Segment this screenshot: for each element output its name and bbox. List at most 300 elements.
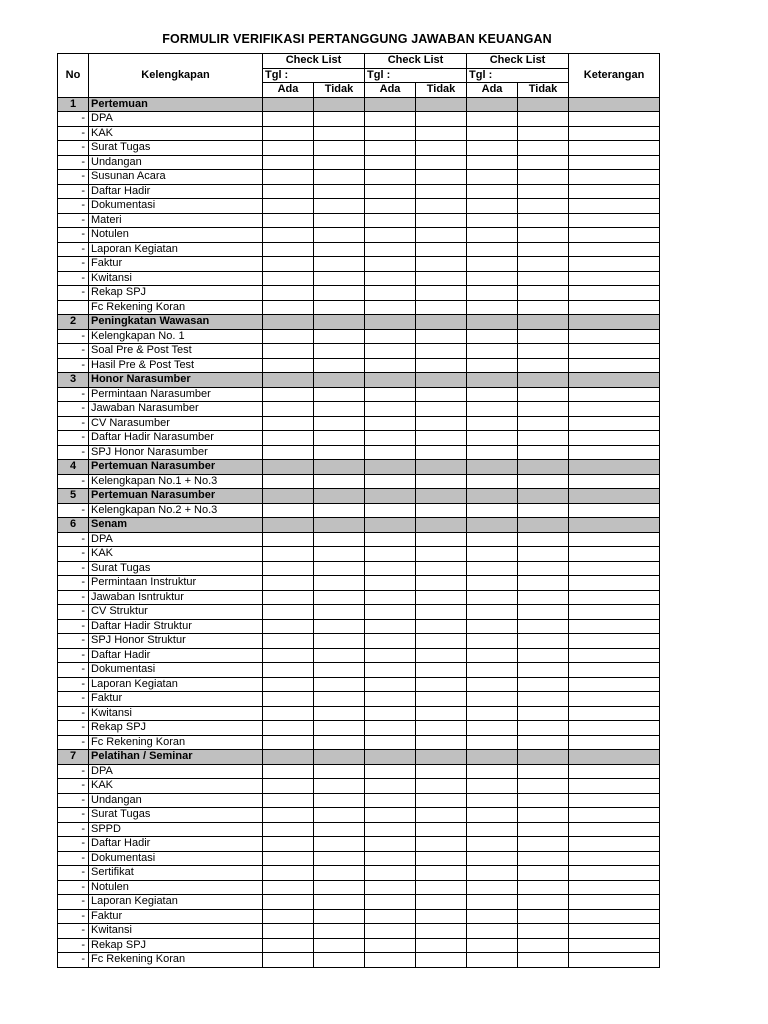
ada-1-cell[interactable] — [263, 721, 314, 736]
ada-3-cell[interactable] — [467, 286, 518, 301]
tidak-3-cell[interactable] — [518, 532, 569, 547]
ada-1-cell[interactable] — [263, 286, 314, 301]
tidak-3-cell[interactable] — [518, 242, 569, 257]
ada-3-cell[interactable] — [467, 97, 518, 112]
ada-2-cell[interactable] — [365, 822, 416, 837]
tidak-2-cell[interactable] — [416, 126, 467, 141]
ada-1-cell[interactable] — [263, 460, 314, 475]
keterangan-cell[interactable] — [569, 547, 660, 562]
tidak-2-cell[interactable] — [416, 909, 467, 924]
ada-1-cell[interactable] — [263, 329, 314, 344]
tidak-3-cell[interactable] — [518, 648, 569, 663]
tidak-1-cell[interactable] — [314, 663, 365, 678]
keterangan-cell[interactable] — [569, 706, 660, 721]
ada-3-cell[interactable] — [467, 532, 518, 547]
ada-3-cell[interactable] — [467, 663, 518, 678]
tidak-2-cell[interactable] — [416, 953, 467, 968]
ada-2-cell[interactable] — [365, 634, 416, 649]
ada-2-cell[interactable] — [365, 793, 416, 808]
tidak-3-cell[interactable] — [518, 373, 569, 388]
ada-1-cell[interactable] — [263, 590, 314, 605]
ada-2-cell[interactable] — [365, 184, 416, 199]
tidak-3-cell[interactable] — [518, 315, 569, 330]
ada-1-cell[interactable] — [263, 518, 314, 533]
ada-3-cell[interactable] — [467, 561, 518, 576]
tidak-2-cell[interactable] — [416, 808, 467, 823]
keterangan-cell[interactable] — [569, 112, 660, 127]
ada-3-cell[interactable] — [467, 634, 518, 649]
keterangan-cell[interactable] — [569, 561, 660, 576]
ada-2-cell[interactable] — [365, 416, 416, 431]
ada-1-cell[interactable] — [263, 953, 314, 968]
tidak-1-cell[interactable] — [314, 286, 365, 301]
tidak-1-cell[interactable] — [314, 706, 365, 721]
tidak-3-cell[interactable] — [518, 416, 569, 431]
keterangan-cell[interactable] — [569, 721, 660, 736]
keterangan-cell[interactable] — [569, 445, 660, 460]
keterangan-cell[interactable] — [569, 431, 660, 446]
ada-3-cell[interactable] — [467, 895, 518, 910]
keterangan-cell[interactable] — [569, 938, 660, 953]
ada-1-cell[interactable] — [263, 779, 314, 794]
ada-1-cell[interactable] — [263, 97, 314, 112]
tidak-3-cell[interactable] — [518, 141, 569, 156]
ada-2-cell[interactable] — [365, 387, 416, 402]
tidak-1-cell[interactable] — [314, 851, 365, 866]
tidak-3-cell[interactable] — [518, 344, 569, 359]
tidak-3-cell[interactable] — [518, 706, 569, 721]
ada-2-cell[interactable] — [365, 851, 416, 866]
ada-1-cell[interactable] — [263, 735, 314, 750]
tidak-1-cell[interactable] — [314, 358, 365, 373]
tidak-3-cell[interactable] — [518, 387, 569, 402]
ada-2-cell[interactable] — [365, 112, 416, 127]
tidak-2-cell[interactable] — [416, 431, 467, 446]
tidak-1-cell[interactable] — [314, 547, 365, 562]
ada-1-cell[interactable] — [263, 199, 314, 214]
ada-2-cell[interactable] — [365, 402, 416, 417]
tidak-3-cell[interactable] — [518, 938, 569, 953]
tidak-1-cell[interactable] — [314, 605, 365, 620]
tidak-3-cell[interactable] — [518, 605, 569, 620]
ada-3-cell[interactable] — [467, 358, 518, 373]
tidak-1-cell[interactable] — [314, 344, 365, 359]
keterangan-cell[interactable] — [569, 648, 660, 663]
tidak-1-cell[interactable] — [314, 735, 365, 750]
keterangan-cell[interactable] — [569, 373, 660, 388]
tidak-3-cell[interactable] — [518, 228, 569, 243]
keterangan-cell[interactable] — [569, 387, 660, 402]
ada-3-cell[interactable] — [467, 242, 518, 257]
tidak-2-cell[interactable] — [416, 924, 467, 939]
ada-3-cell[interactable] — [467, 851, 518, 866]
tidak-1-cell[interactable] — [314, 112, 365, 127]
ada-3-cell[interactable] — [467, 445, 518, 460]
tidak-2-cell[interactable] — [416, 344, 467, 359]
keterangan-cell[interactable] — [569, 532, 660, 547]
ada-1-cell[interactable] — [263, 373, 314, 388]
tidak-1-cell[interactable] — [314, 590, 365, 605]
tidak-2-cell[interactable] — [416, 735, 467, 750]
tidak-3-cell[interactable] — [518, 547, 569, 562]
ada-2-cell[interactable] — [365, 431, 416, 446]
ada-3-cell[interactable] — [467, 155, 518, 170]
ada-1-cell[interactable] — [263, 228, 314, 243]
ada-2-cell[interactable] — [365, 590, 416, 605]
keterangan-cell[interactable] — [569, 141, 660, 156]
ada-1-cell[interactable] — [263, 344, 314, 359]
ada-3-cell[interactable] — [467, 605, 518, 620]
tidak-1-cell[interactable] — [314, 257, 365, 272]
ada-2-cell[interactable] — [365, 808, 416, 823]
ada-1-cell[interactable] — [263, 242, 314, 257]
ada-2-cell[interactable] — [365, 576, 416, 591]
keterangan-cell[interactable] — [569, 634, 660, 649]
ada-3-cell[interactable] — [467, 750, 518, 765]
tidak-1-cell[interactable] — [314, 184, 365, 199]
tidak-1-cell[interactable] — [314, 213, 365, 228]
ada-2-cell[interactable] — [365, 779, 416, 794]
tidak-1-cell[interactable] — [314, 126, 365, 141]
ada-3-cell[interactable] — [467, 706, 518, 721]
ada-1-cell[interactable] — [263, 300, 314, 315]
tidak-1-cell[interactable] — [314, 880, 365, 895]
tidak-2-cell[interactable] — [416, 503, 467, 518]
ada-3-cell[interactable] — [467, 692, 518, 707]
ada-1-cell[interactable] — [263, 170, 314, 185]
tidak-1-cell[interactable] — [314, 387, 365, 402]
header-tgl-1[interactable]: Tgl : — [263, 68, 365, 83]
keterangan-cell[interactable] — [569, 677, 660, 692]
ada-3-cell[interactable] — [467, 112, 518, 127]
ada-3-cell[interactable] — [467, 344, 518, 359]
tidak-3-cell[interactable] — [518, 286, 569, 301]
keterangan-cell[interactable] — [569, 329, 660, 344]
ada-3-cell[interactable] — [467, 300, 518, 315]
ada-3-cell[interactable] — [467, 866, 518, 881]
keterangan-cell[interactable] — [569, 170, 660, 185]
tidak-1-cell[interactable] — [314, 895, 365, 910]
tidak-2-cell[interactable] — [416, 938, 467, 953]
tidak-2-cell[interactable] — [416, 576, 467, 591]
ada-2-cell[interactable] — [365, 909, 416, 924]
header-tgl-3[interactable]: Tgl : — [467, 68, 569, 83]
keterangan-cell[interactable] — [569, 837, 660, 852]
tidak-3-cell[interactable] — [518, 866, 569, 881]
ada-3-cell[interactable] — [467, 735, 518, 750]
tidak-1-cell[interactable] — [314, 489, 365, 504]
tidak-1-cell[interactable] — [314, 692, 365, 707]
tidak-1-cell[interactable] — [314, 242, 365, 257]
tidak-3-cell[interactable] — [518, 300, 569, 315]
ada-3-cell[interactable] — [467, 213, 518, 228]
tidak-1-cell[interactable] — [314, 793, 365, 808]
ada-2-cell[interactable] — [365, 329, 416, 344]
tidak-2-cell[interactable] — [416, 721, 467, 736]
ada-1-cell[interactable] — [263, 155, 314, 170]
ada-1-cell[interactable] — [263, 141, 314, 156]
tidak-3-cell[interactable] — [518, 750, 569, 765]
tidak-2-cell[interactable] — [416, 866, 467, 881]
tidak-2-cell[interactable] — [416, 460, 467, 475]
tidak-1-cell[interactable] — [314, 170, 365, 185]
ada-2-cell[interactable] — [365, 953, 416, 968]
tidak-3-cell[interactable] — [518, 576, 569, 591]
tidak-2-cell[interactable] — [416, 242, 467, 257]
ada-1-cell[interactable] — [263, 692, 314, 707]
ada-3-cell[interactable] — [467, 924, 518, 939]
tidak-3-cell[interactable] — [518, 822, 569, 837]
tidak-3-cell[interactable] — [518, 663, 569, 678]
tidak-1-cell[interactable] — [314, 779, 365, 794]
tidak-1-cell[interactable] — [314, 300, 365, 315]
ada-2-cell[interactable] — [365, 924, 416, 939]
tidak-1-cell[interactable] — [314, 677, 365, 692]
ada-3-cell[interactable] — [467, 619, 518, 634]
ada-2-cell[interactable] — [365, 648, 416, 663]
tidak-2-cell[interactable] — [416, 663, 467, 678]
tidak-1-cell[interactable] — [314, 619, 365, 634]
tidak-1-cell[interactable] — [314, 445, 365, 460]
keterangan-cell[interactable] — [569, 909, 660, 924]
tidak-1-cell[interactable] — [314, 750, 365, 765]
ada-1-cell[interactable] — [263, 474, 314, 489]
ada-1-cell[interactable] — [263, 909, 314, 924]
tidak-2-cell[interactable] — [416, 97, 467, 112]
ada-1-cell[interactable] — [263, 706, 314, 721]
ada-3-cell[interactable] — [467, 547, 518, 562]
tidak-2-cell[interactable] — [416, 199, 467, 214]
ada-3-cell[interactable] — [467, 387, 518, 402]
keterangan-cell[interactable] — [569, 895, 660, 910]
ada-1-cell[interactable] — [263, 938, 314, 953]
ada-2-cell[interactable] — [365, 692, 416, 707]
keterangan-cell[interactable] — [569, 619, 660, 634]
ada-1-cell[interactable] — [263, 634, 314, 649]
tidak-3-cell[interactable] — [518, 503, 569, 518]
tidak-1-cell[interactable] — [314, 721, 365, 736]
tidak-3-cell[interactable] — [518, 764, 569, 779]
tidak-1-cell[interactable] — [314, 648, 365, 663]
ada-2-cell[interactable] — [365, 358, 416, 373]
tidak-2-cell[interactable] — [416, 822, 467, 837]
ada-3-cell[interactable] — [467, 184, 518, 199]
tidak-1-cell[interactable] — [314, 837, 365, 852]
ada-3-cell[interactable] — [467, 576, 518, 591]
ada-1-cell[interactable] — [263, 837, 314, 852]
ada-2-cell[interactable] — [365, 561, 416, 576]
ada-2-cell[interactable] — [365, 518, 416, 533]
tidak-2-cell[interactable] — [416, 764, 467, 779]
ada-2-cell[interactable] — [365, 213, 416, 228]
ada-1-cell[interactable] — [263, 126, 314, 141]
ada-2-cell[interactable] — [365, 721, 416, 736]
ada-3-cell[interactable] — [467, 953, 518, 968]
tidak-3-cell[interactable] — [518, 358, 569, 373]
keterangan-cell[interactable] — [569, 126, 660, 141]
ada-3-cell[interactable] — [467, 141, 518, 156]
ada-1-cell[interactable] — [263, 648, 314, 663]
ada-2-cell[interactable] — [365, 257, 416, 272]
ada-2-cell[interactable] — [365, 126, 416, 141]
ada-2-cell[interactable] — [365, 880, 416, 895]
ada-1-cell[interactable] — [263, 112, 314, 127]
tidak-3-cell[interactable] — [518, 692, 569, 707]
ada-1-cell[interactable] — [263, 576, 314, 591]
tidak-2-cell[interactable] — [416, 271, 467, 286]
ada-1-cell[interactable] — [263, 431, 314, 446]
tidak-2-cell[interactable] — [416, 547, 467, 562]
ada-1-cell[interactable] — [263, 503, 314, 518]
tidak-2-cell[interactable] — [416, 634, 467, 649]
tidak-3-cell[interactable] — [518, 170, 569, 185]
ada-2-cell[interactable] — [365, 605, 416, 620]
tidak-3-cell[interactable] — [518, 489, 569, 504]
ada-2-cell[interactable] — [365, 373, 416, 388]
tidak-1-cell[interactable] — [314, 373, 365, 388]
ada-3-cell[interactable] — [467, 590, 518, 605]
ada-2-cell[interactable] — [365, 677, 416, 692]
ada-1-cell[interactable] — [263, 880, 314, 895]
tidak-3-cell[interactable] — [518, 431, 569, 446]
ada-1-cell[interactable] — [263, 213, 314, 228]
tidak-2-cell[interactable] — [416, 402, 467, 417]
tidak-1-cell[interactable] — [314, 199, 365, 214]
ada-3-cell[interactable] — [467, 257, 518, 272]
tidak-2-cell[interactable] — [416, 387, 467, 402]
ada-2-cell[interactable] — [365, 764, 416, 779]
tidak-1-cell[interactable] — [314, 228, 365, 243]
ada-1-cell[interactable] — [263, 851, 314, 866]
ada-2-cell[interactable] — [365, 460, 416, 475]
ada-3-cell[interactable] — [467, 837, 518, 852]
header-tgl-2[interactable]: Tgl : — [365, 68, 467, 83]
keterangan-cell[interactable] — [569, 300, 660, 315]
tidak-3-cell[interactable] — [518, 721, 569, 736]
ada-2-cell[interactable] — [365, 866, 416, 881]
ada-3-cell[interactable] — [467, 938, 518, 953]
keterangan-cell[interactable] — [569, 402, 660, 417]
keterangan-cell[interactable] — [569, 779, 660, 794]
ada-3-cell[interactable] — [467, 199, 518, 214]
ada-3-cell[interactable] — [467, 648, 518, 663]
tidak-3-cell[interactable] — [518, 460, 569, 475]
tidak-2-cell[interactable] — [416, 213, 467, 228]
tidak-3-cell[interactable] — [518, 518, 569, 533]
keterangan-cell[interactable] — [569, 460, 660, 475]
ada-3-cell[interactable] — [467, 373, 518, 388]
keterangan-cell[interactable] — [569, 228, 660, 243]
ada-2-cell[interactable] — [365, 663, 416, 678]
ada-3-cell[interactable] — [467, 677, 518, 692]
tidak-1-cell[interactable] — [314, 271, 365, 286]
tidak-3-cell[interactable] — [518, 112, 569, 127]
tidak-3-cell[interactable] — [518, 329, 569, 344]
keterangan-cell[interactable] — [569, 257, 660, 272]
ada-3-cell[interactable] — [467, 909, 518, 924]
tidak-3-cell[interactable] — [518, 619, 569, 634]
ada-2-cell[interactable] — [365, 474, 416, 489]
tidak-1-cell[interactable] — [314, 576, 365, 591]
keterangan-cell[interactable] — [569, 735, 660, 750]
ada-3-cell[interactable] — [467, 764, 518, 779]
tidak-3-cell[interactable] — [518, 184, 569, 199]
keterangan-cell[interactable] — [569, 184, 660, 199]
tidak-3-cell[interactable] — [518, 735, 569, 750]
tidak-1-cell[interactable] — [314, 953, 365, 968]
tidak-2-cell[interactable] — [416, 329, 467, 344]
tidak-3-cell[interactable] — [518, 793, 569, 808]
tidak-3-cell[interactable] — [518, 880, 569, 895]
tidak-2-cell[interactable] — [416, 315, 467, 330]
keterangan-cell[interactable] — [569, 808, 660, 823]
ada-1-cell[interactable] — [263, 416, 314, 431]
ada-3-cell[interactable] — [467, 779, 518, 794]
ada-1-cell[interactable] — [263, 402, 314, 417]
tidak-1-cell[interactable] — [314, 909, 365, 924]
keterangan-cell[interactable] — [569, 590, 660, 605]
tidak-2-cell[interactable] — [416, 880, 467, 895]
tidak-2-cell[interactable] — [416, 228, 467, 243]
keterangan-cell[interactable] — [569, 155, 660, 170]
tidak-3-cell[interactable] — [518, 213, 569, 228]
ada-1-cell[interactable] — [263, 184, 314, 199]
tidak-2-cell[interactable] — [416, 257, 467, 272]
tidak-1-cell[interactable] — [314, 155, 365, 170]
tidak-2-cell[interactable] — [416, 518, 467, 533]
ada-1-cell[interactable] — [263, 315, 314, 330]
ada-1-cell[interactable] — [263, 271, 314, 286]
ada-3-cell[interactable] — [467, 416, 518, 431]
keterangan-cell[interactable] — [569, 416, 660, 431]
ada-1-cell[interactable] — [263, 677, 314, 692]
tidak-2-cell[interactable] — [416, 750, 467, 765]
ada-1-cell[interactable] — [263, 489, 314, 504]
tidak-2-cell[interactable] — [416, 561, 467, 576]
ada-2-cell[interactable] — [365, 141, 416, 156]
ada-2-cell[interactable] — [365, 489, 416, 504]
tidak-3-cell[interactable] — [518, 474, 569, 489]
keterangan-cell[interactable] — [569, 866, 660, 881]
ada-3-cell[interactable] — [467, 808, 518, 823]
ada-2-cell[interactable] — [365, 445, 416, 460]
tidak-2-cell[interactable] — [416, 474, 467, 489]
keterangan-cell[interactable] — [569, 489, 660, 504]
ada-1-cell[interactable] — [263, 532, 314, 547]
tidak-2-cell[interactable] — [416, 532, 467, 547]
tidak-2-cell[interactable] — [416, 648, 467, 663]
ada-3-cell[interactable] — [467, 402, 518, 417]
tidak-2-cell[interactable] — [416, 692, 467, 707]
tidak-3-cell[interactable] — [518, 97, 569, 112]
tidak-1-cell[interactable] — [314, 764, 365, 779]
ada-2-cell[interactable] — [365, 503, 416, 518]
ada-2-cell[interactable] — [365, 315, 416, 330]
keterangan-cell[interactable] — [569, 576, 660, 591]
tidak-3-cell[interactable] — [518, 895, 569, 910]
tidak-3-cell[interactable] — [518, 677, 569, 692]
ada-1-cell[interactable] — [263, 750, 314, 765]
keterangan-cell[interactable] — [569, 199, 660, 214]
tidak-1-cell[interactable] — [314, 866, 365, 881]
ada-3-cell[interactable] — [467, 518, 518, 533]
tidak-3-cell[interactable] — [518, 924, 569, 939]
ada-2-cell[interactable] — [365, 170, 416, 185]
ada-3-cell[interactable] — [467, 721, 518, 736]
tidak-2-cell[interactable] — [416, 851, 467, 866]
tidak-3-cell[interactable] — [518, 590, 569, 605]
keterangan-cell[interactable] — [569, 924, 660, 939]
